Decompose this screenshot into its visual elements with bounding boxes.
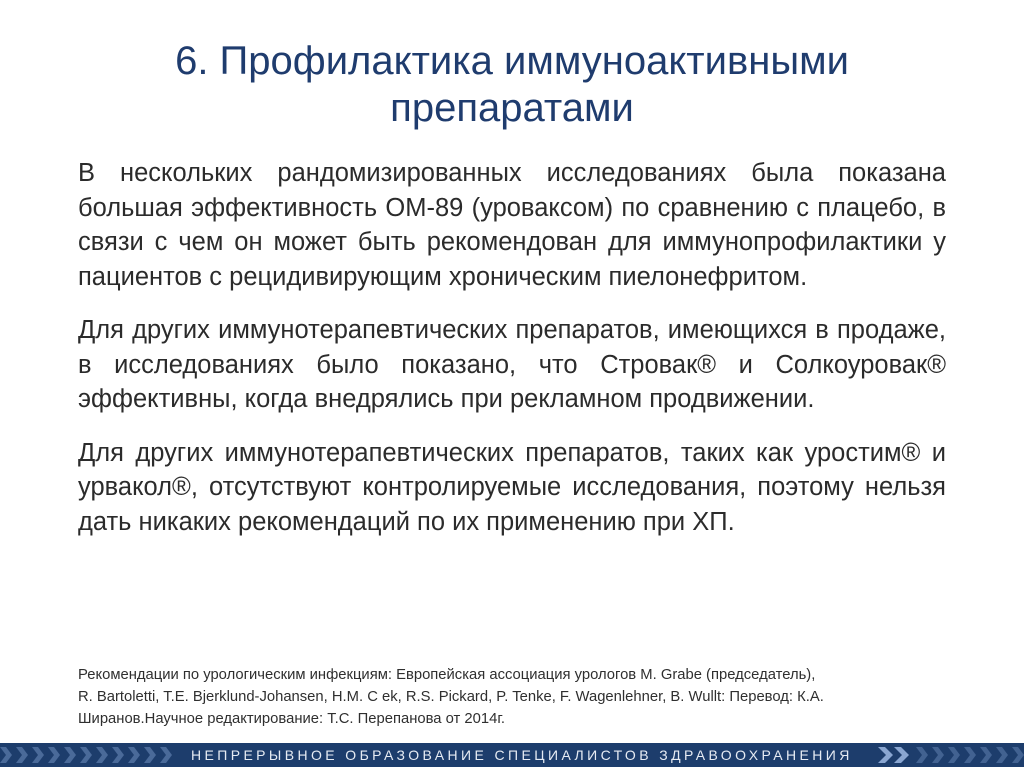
- slide-title-line-2: препаратами: [390, 86, 634, 130]
- footer-band: [0, 743, 1024, 767]
- chevron-right-decoration-icon: [872, 743, 1024, 767]
- slide-title: [60, 38, 964, 132]
- footer-text: НЕПРЕРЫВНОЕ ОБРАЗОВАНИЕ СПЕЦИАЛИСТОВ ЗДРАВООХРАНЕНИЯ: [191, 747, 853, 763]
- slide-title-line-1: 6. Профилактика иммуноактивными: [175, 39, 849, 83]
- reference-line-2: R. Bartoletti, T.E. Bjerklund-Johansen, H.M. C ek, R.S. Pickard, P. Tenke, F. Wagenlehner, B. Wullt: Перевод: К.А.: [78, 689, 824, 705]
- reference-line-3: Ширанов.Научное редактирование: Т.С. Перепанова от 2014г.: [78, 711, 506, 727]
- body-paragraph-3: Для других иммунотерапевтических препаратов, таких как уростим® и урвакол®, отсутствуют контролируемые исследования, поэтому нельзя дать никаких рекомендаций по их применению при ХП.: [78, 438, 946, 536]
- reference-line-1: Рекомендации по урологическим инфекциям: Европейская ассоциация урологов M. Grabe (председатель),: [78, 667, 816, 683]
- slide-body: [78, 156, 946, 558]
- reference-citation: [78, 664, 958, 730]
- chevron-left-decoration-icon: [0, 743, 175, 767]
- body-paragraph-1: В нескольких рандомизированных исследованиях была показана большая эффективность ОМ-89 (уроваксом) по сравнению с плацебо, в связи с чем он может быть рекомендован для иммунопрофилактики у пациентов с рецидивирующим хроническим пиелонефритом.: [78, 159, 946, 291]
- body-paragraph-2: Для других иммунотерапевтических препаратов, имеющихся в продаже, в исследованиях было показано, что Стровак® и Солкоуровак® эффективны, когда внедрялись при рекламном продвижении.: [78, 316, 946, 413]
